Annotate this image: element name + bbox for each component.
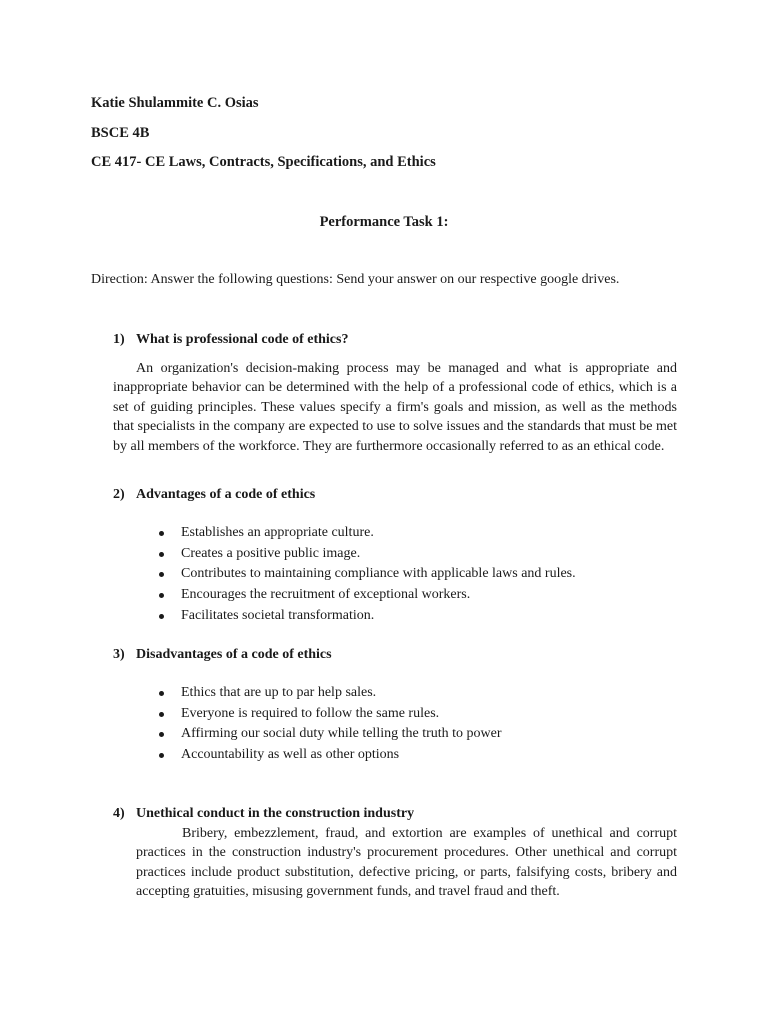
list-item: Ethics that are up to par help sales. bbox=[157, 683, 502, 704]
question-2-heading bbox=[113, 487, 315, 503]
question-4-heading bbox=[113, 806, 414, 822]
question-1-answer: An organization's decision-making process may be managed and what is appropriate and inappropriate behavior can be determined with the help of a professional code of ethics, which is a set of guiding principles. These values specify a firm's goals and mission, as well as the methods that specialists in the company are expected to use to solve issues and the standards that must be met by all members of the workforce. They are furthermore occasionally referred to as an ethical code. bbox=[113, 361, 677, 454]
question-number: 2) bbox=[113, 487, 125, 502]
bullet-icon bbox=[159, 753, 164, 758]
list-item: Establishes an appropriate culture. bbox=[157, 523, 576, 544]
question-number: 1) bbox=[113, 332, 125, 347]
disadvantages-list bbox=[157, 683, 502, 766]
bullet-icon bbox=[159, 552, 164, 557]
question-4-answer: Bribery, embezzlement, fraud, and extortion are examples of unethical and corrupt practices in the construction industry's procurement procedures. Other unethical and corrupt practices include product substitution, defective pricing, or parts, falsifying costs, bribery and accepting gratuities, misusing government funds, and travel fraud and theft. bbox=[136, 826, 677, 900]
list-item: Contributes to maintaining compliance with applicable laws and rules. bbox=[157, 564, 576, 585]
bullet-icon bbox=[159, 593, 164, 598]
bullet-icon bbox=[159, 614, 164, 619]
bullet-icon bbox=[159, 691, 164, 696]
list-item: Facilitates societal transformation. bbox=[157, 606, 576, 627]
section-label: BSCE 4B bbox=[91, 125, 150, 141]
list-item: Everyone is required to follow the same rules. bbox=[157, 704, 502, 725]
question-title: Advantages of a code of ethics bbox=[136, 487, 316, 502]
question-number: 3) bbox=[113, 647, 125, 662]
list-item: Encourages the recruitment of exceptional workers. bbox=[157, 585, 576, 606]
direction-text: Direction: Answer the following questions: Send your answer on our respective google drives. bbox=[91, 272, 620, 287]
list-item: Affirming our social duty while telling the truth to power bbox=[157, 724, 502, 745]
bullet-icon bbox=[159, 712, 164, 717]
page-title: Performance Task 1: bbox=[319, 214, 449, 230]
question-3-heading bbox=[113, 647, 332, 663]
course-title: CE 417- CE Laws, Contracts, Specifications, and Ethics bbox=[91, 154, 436, 170]
question-number: 4) bbox=[113, 806, 125, 821]
question-title: Unethical conduct in the construction industry bbox=[136, 806, 415, 821]
question-title: Disadvantages of a code of ethics bbox=[136, 647, 332, 662]
author-name: Katie Shulammite C. Osias bbox=[91, 95, 259, 111]
list-item: Creates a positive public image. bbox=[157, 544, 576, 565]
question-1-heading bbox=[113, 332, 348, 348]
bullet-icon bbox=[159, 572, 164, 577]
list-item: Accountability as well as other options bbox=[157, 745, 502, 766]
bullet-icon bbox=[159, 531, 164, 536]
advantages-list bbox=[157, 523, 576, 626]
question-title: What is professional code of ethics? bbox=[136, 332, 349, 347]
bullet-icon bbox=[159, 732, 164, 737]
